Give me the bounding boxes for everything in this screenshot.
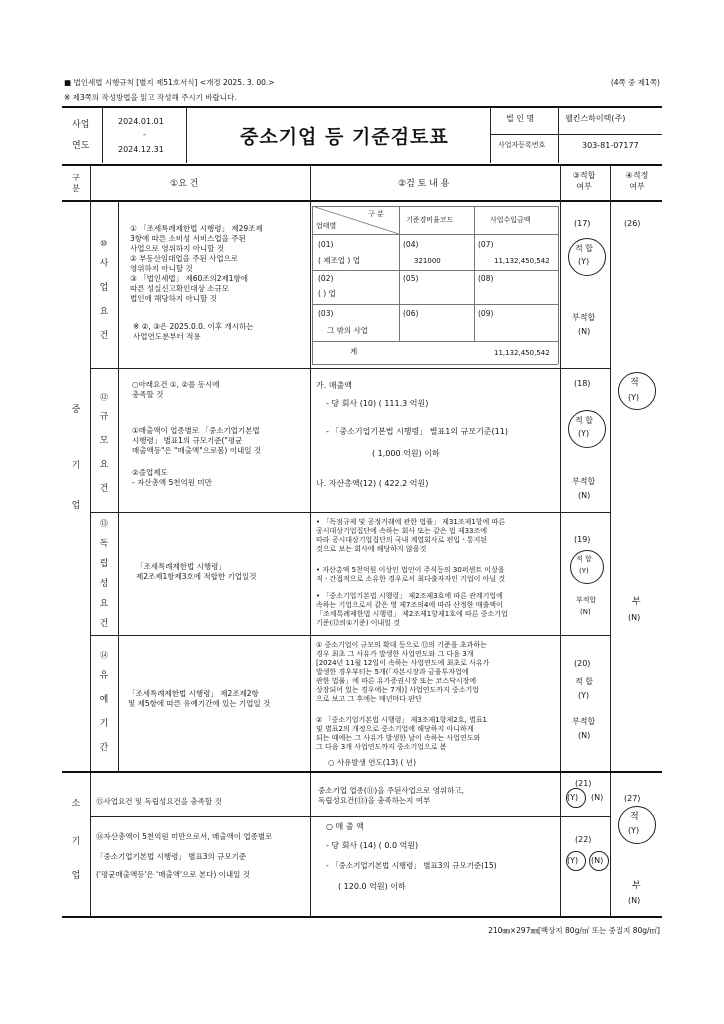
small2-requirement-3: ('평균매출액등'은 '매출액'으로 본다) 이내일 것 bbox=[96, 870, 251, 879]
row2-no1: (02) bbox=[318, 274, 334, 283]
biz-no-label: 사업자등록번호 bbox=[498, 141, 546, 149]
section-small-char-3: 업 bbox=[71, 871, 81, 881]
col-category: 구 분 bbox=[72, 173, 80, 193]
col-fit: ③적합 여부 bbox=[572, 171, 596, 191]
small2-requirement-1: ⑯자산총액이 5천억원 미만으로서, 매출액이 업종별로 bbox=[96, 832, 273, 841]
table-total-amount: 11,132,450,542 bbox=[494, 349, 550, 357]
col-review: ②검 토 내 용 bbox=[398, 179, 450, 189]
page-info: (4쪽 중 제1쪽) bbox=[610, 78, 660, 87]
scale-review-a3: ( 1,000 억원) 이하 bbox=[372, 449, 440, 458]
small1-requirement: ⑮사업요건 및 독립성요건을 충족할 것 bbox=[96, 797, 222, 806]
form-reference: ■ 법인세법 시행규칙 [별지 제51호서식] <개정 2025. 3. 00.> bbox=[64, 78, 275, 87]
independence-fit-yes: 적 합 bbox=[576, 555, 592, 563]
business-unfit-n: (N) bbox=[578, 327, 591, 336]
row2-no3: (08) bbox=[478, 274, 494, 283]
col-decision: ④적정 여부 bbox=[625, 171, 649, 191]
scale-label-1: 규 bbox=[99, 412, 109, 422]
scale-fit-yes: 적 합 bbox=[575, 416, 593, 425]
grace-label-3: 기 bbox=[99, 719, 109, 729]
section-sme-char-1: 중 bbox=[71, 405, 81, 415]
col-requirement: ①요 건 bbox=[170, 179, 199, 189]
small2-y: (Y) bbox=[567, 856, 579, 865]
page-title: 중소기업 등 기준검토표 bbox=[240, 126, 449, 148]
grace-fit-no: (20) bbox=[574, 659, 591, 668]
row3-business: 그 밖의 사업 bbox=[327, 326, 368, 335]
table-corner-bottom: 업태별 bbox=[316, 222, 337, 230]
independence-label-4: 요 bbox=[99, 599, 109, 609]
independence-label-3: 성 bbox=[99, 579, 109, 589]
independence-review-2: • 자산총액 5천억원 이상인 법인이 주식등의 30퍼센트 이상을 직ㆍ간접적으로 소유한 경우로서 최다출자자인 기업이 아닐 것 bbox=[316, 566, 506, 583]
scale-fit-no: (18) bbox=[574, 379, 591, 388]
end-date: 2024.12.31 bbox=[118, 145, 164, 154]
scale-review-b: 나. 자산총액(12) ( 422.2 억원) bbox=[316, 479, 429, 488]
business-label-4: 건 bbox=[99, 331, 109, 341]
section-small-char-2: 기 bbox=[71, 837, 81, 847]
scale-unfit-n: (N) bbox=[578, 491, 591, 500]
business-label-3: 요 bbox=[99, 307, 109, 317]
scale-review-a1: - 당 회사 (10) ( 111.3 억원) bbox=[326, 399, 429, 408]
corp-name: 웰킨스하이텍(주) bbox=[565, 114, 626, 123]
grace-unfit: 부적합 bbox=[572, 717, 596, 726]
small2-n: (N) bbox=[591, 856, 604, 865]
small2-review-2: - 당 회사 (14) ( 0.0 억원) bbox=[326, 841, 419, 850]
year-label-1: 사업 bbox=[72, 120, 90, 130]
table-col-code: 기준경비율코드 bbox=[406, 216, 454, 224]
business-note: ※ ②, ③은 2025.0.0. 이후 개시하는 사업연도분부터 적용 bbox=[133, 322, 254, 341]
independence-fit-y: (Y) bbox=[579, 567, 589, 575]
grace-fit-y: (Y) bbox=[578, 691, 590, 700]
grace-label-2: 예 bbox=[99, 695, 109, 705]
grace-unfit-n: (N) bbox=[578, 731, 591, 740]
biz-no: 303-81-07177 bbox=[582, 141, 639, 150]
independence-review-3: • 「중소기업기본법 시행령」 제2조제3호에 따른 관계기업에 속하는 기업으로서 같은 영 제7조의4에 따라 산정한 매출액이 「조세특례제한법 시행령」 제2조제1항제1호에 따른 중소기업 기준(⑫의①기준) 이내일 것 bbox=[316, 592, 508, 627]
section-small-char-1: 소 bbox=[71, 799, 81, 809]
grace-label-4: 간 bbox=[99, 743, 109, 753]
row3-no3: (09) bbox=[478, 309, 494, 318]
row3-no2: (06) bbox=[403, 309, 419, 318]
small2-review-4: ( 120.0 억원) 이하 bbox=[338, 882, 406, 891]
business-unfit: 부적합 bbox=[572, 313, 596, 322]
table-corner-top: 구 분 bbox=[368, 210, 384, 218]
independence-requirement: 「조세특례제한법 시행령」 제2조제1항제3호에 적합한 기업일것 bbox=[136, 562, 257, 581]
business-label-1: 사 bbox=[99, 259, 109, 269]
year-label-2: 연도 bbox=[72, 141, 90, 151]
small2-review-1: ○ 매 출 액 bbox=[326, 822, 364, 831]
table-total-label: 계 bbox=[350, 347, 358, 356]
grace-fit-yes: 적 합 bbox=[575, 677, 593, 686]
small1-n: (N) bbox=[591, 793, 604, 802]
independence-fit-no: (19) bbox=[574, 535, 591, 544]
start-date: 2024.01.01 bbox=[118, 117, 164, 126]
scale-requirement-2: ②졸업제도 - 자산총액 5천억원 미만 bbox=[132, 468, 212, 487]
grace-review-3: ○ 사유발생 연도(13) ( 년) bbox=[328, 758, 417, 767]
table-col-amount: 사업수입금액 bbox=[490, 216, 531, 224]
sme-decision-yes: 적 bbox=[630, 378, 639, 388]
grace-code: ⑭ bbox=[100, 651, 108, 660]
sme-decision-y: (Y) bbox=[628, 393, 640, 402]
row2-business: ( ) 업 bbox=[318, 289, 336, 298]
independence-code: ⑬ bbox=[100, 519, 108, 528]
grace-requirement: 「조세특례제한법 시행령」 제2조제2항 및 제5항에 따른 유예기간에 있는 기업일 것 bbox=[128, 689, 271, 708]
section-sme-char-2: 기 bbox=[71, 461, 81, 471]
small-decision-n: (N) bbox=[628, 896, 641, 905]
small1-review: 중소기업 업종(⑪)을 주된사업으로 영위하고, 독립성요건(⑬)을 충족하는지 여부 bbox=[318, 786, 465, 805]
corp-name-label: 법 인 명 bbox=[506, 114, 535, 123]
instruction-note: ※ 제3쪽의 작성방법을 읽고 작성해 주시기 바랍니다. bbox=[64, 93, 237, 102]
small-decision-y: (Y) bbox=[628, 826, 640, 835]
scale-label-3: 요 bbox=[99, 460, 109, 470]
small2-fit-no: (22) bbox=[575, 835, 592, 844]
scale-code: ⑫ bbox=[100, 393, 108, 402]
independence-label-2: 립 bbox=[99, 559, 109, 569]
row2-no2: (05) bbox=[403, 274, 419, 283]
scale-fit-y: (Y) bbox=[578, 429, 590, 438]
small2-review-3: - 「중소기업기본법 시행령」 별표3의 규모기준(15) bbox=[326, 861, 497, 870]
business-fit-yes: 적 합 bbox=[575, 244, 593, 253]
scale-label-2: 모 bbox=[99, 436, 109, 446]
row1-code: 321000 bbox=[414, 257, 441, 265]
grace-label-1: 유 bbox=[99, 671, 109, 681]
small1-y: (Y) bbox=[567, 793, 579, 802]
small2-requirement-2: 「중소기업기본법 시행령」 별표3의 규모기준 bbox=[96, 852, 247, 861]
row1-business: ( 제조업 ) 업 bbox=[318, 256, 360, 265]
paper-spec: 210㎜×297㎜[백상지 80g/㎡ 또는 중질지 80g/㎡] bbox=[488, 926, 660, 935]
row3-no1: (03) bbox=[318, 309, 334, 318]
business-decision-no: (26) bbox=[624, 219, 641, 228]
scale-review-a: 가. 매출액 bbox=[316, 381, 352, 390]
independence-unfit: 부적합 bbox=[576, 596, 597, 604]
row1-no3: (07) bbox=[478, 240, 494, 249]
small-decision-no: (27) bbox=[624, 794, 641, 803]
scale-unfit: 부적합 bbox=[572, 477, 596, 486]
business-fit-no: (17) bbox=[574, 219, 591, 228]
scale-requirement-1: ①매출액이 업종별로 「중소기업기본법 시행령」 별표1의 규모기준("평균 매출액등"은 "매출액"으로봄) 이내일 것 bbox=[132, 426, 262, 455]
grace-review-1: ① 중소기업이 규모의 확대 등으로 ⑫의 기준을 초과하는 경우 최초 그 사유가 발생한 사업연도와 그 다음 3개 [2024년 11월 12일이 속하는 사업연도에 최초로 사유가 발생한 경우부터는 5개(「자본시장과 금융투자업에 관한 법률」에 따른 유가증권시장 또는 코스닥시장에 상장되어 있는 경우에는 7개)] 사업연도까지 중소기업 으로 보고 그 후에는 매년마다 판단 bbox=[316, 641, 490, 703]
small1-fit-no: (21) bbox=[575, 779, 592, 788]
scale-review-a2: - 「중소기업기본법 시행령」 별표1의 규모기준(11) bbox=[326, 427, 508, 436]
grace-review-2: ② 「중소기업기본법 시행령」 제3조제1항제2호, 별표1 및 별표2의 개정으로 중소기업에 해당하지 아니하게 되는 때에는 그 사유가 발생한 날이 속하는 사업연도와 그 다음 3개 사업연도까지 중소기업으로 봄 bbox=[316, 716, 487, 751]
business-requirement: ① 「조세특례제한법 시행령」 제29조제 3항에 따른 소비성 서비스업을 주된 사업으로 영위하지 아니할 것 ② 부동산임대업을 주된 사업으로 영위하지 아니할 것 ③ 「법인세법」 제60조의2제1항에 따른 성실신고확인대상 소규모 법인에 해당하지 아니할 것 bbox=[130, 224, 263, 303]
business-code: ⑩ bbox=[100, 239, 108, 248]
business-fit-y: (Y) bbox=[578, 257, 590, 266]
scale-label-4: 건 bbox=[99, 484, 109, 494]
section-sme-char-3: 업 bbox=[71, 501, 81, 511]
small-decision-no-label: 부 bbox=[632, 881, 641, 891]
scale-requirement: ○아래요건 ①, ②를 동시에 충족할 것 bbox=[132, 380, 220, 399]
independence-label-5: 건 bbox=[99, 619, 109, 629]
independence-label-1: 독 bbox=[99, 539, 109, 549]
independence-review-1: • 「독점규제 및 공정거래에 관한 법률」 제31조제1항에 따른 공시대상기업집단에 속하는 회사 또는 같은 법 제33조에 따라 공시대상기업집단의 국내 계열회사로 편입ㆍ통지된 것으로 보는 회사에 해당하지 않을것 bbox=[316, 518, 506, 553]
row1-no2: (04) bbox=[403, 240, 419, 249]
sme-decision-n: (N) bbox=[628, 613, 641, 622]
independence-unfit-n: (N) bbox=[580, 608, 591, 616]
row1-no1: (01) bbox=[318, 240, 334, 249]
row1-amount: 11,132,450,542 bbox=[494, 257, 550, 265]
business-label-2: 업 bbox=[99, 283, 109, 293]
sme-decision-no: 부 bbox=[632, 597, 641, 607]
small-decision-yes: 적 bbox=[630, 812, 639, 822]
date-dash: - bbox=[143, 130, 146, 139]
